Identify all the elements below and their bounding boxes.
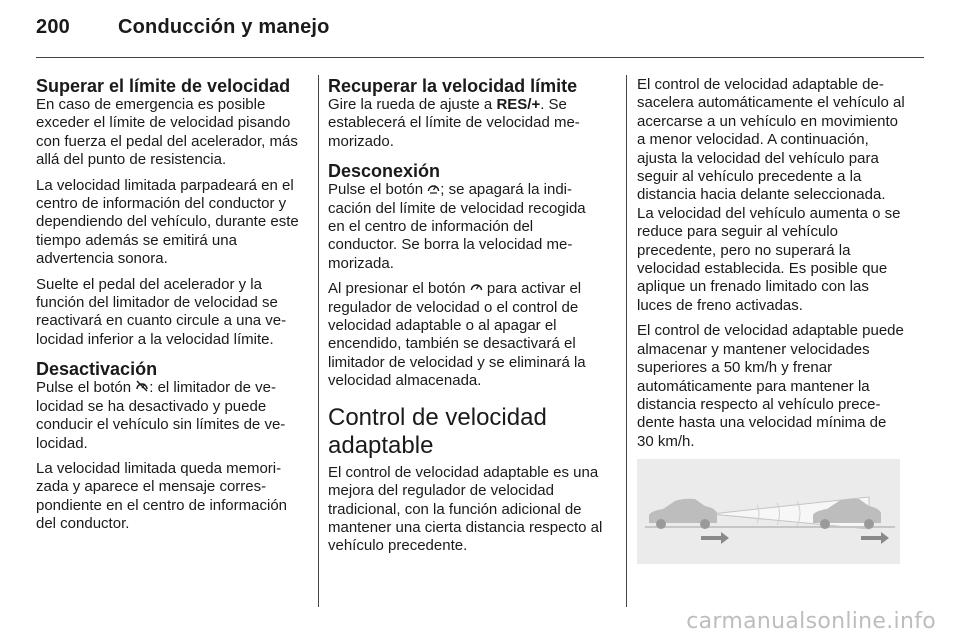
heading-exceed-limit: Superar el límite de velocidad (36, 76, 291, 96)
res-plus-key: RES/+ (496, 96, 541, 113)
paragraph-adaptive-2: El control de velocidad adaptable puede almacenar y mantener velocidades superiores a 50 km/h y frenar automáticamente para mantener la distancia respecto al vehículo precedente hasta una velocidad mínima de 30 km/h. (637, 322, 904, 450)
paragraph-disconnection-1: Pulse el botón ; se apagará la indicación del límite de velocidad recogida en el centro de información del conductor. Se borra la velocidad memorizada. (328, 181, 586, 272)
paragraph-deactivation-2: La velocidad limitada queda memorizada y aparece el mensaje correspondiente en el centro de información del conductor. (36, 459, 288, 533)
heading-disconnection: Desconexión (328, 161, 441, 182)
cruise-control-icon (470, 280, 483, 298)
column-2 (328, 76, 604, 563)
header-rule (36, 57, 924, 58)
column-1 (36, 76, 306, 541)
paragraph-disconnection-2: Al presionar el botón para activar el regulador de velocidad o el control de velocidad adaptable o al apagar el encendido, también se desactivará el limitador de velocidad y se eliminará la velocidad almacenada. (328, 280, 586, 390)
speed-limiter-icon (427, 181, 440, 199)
column-divider-1 (318, 75, 319, 607)
column-divider-2 (626, 75, 627, 607)
paragraph-exceed-2: La velocidad limitada parpadeará en el centro de información del conductor y dependiendo del vehículo, durante este tiempo además se emitirá una advertencia sonora. (36, 176, 299, 268)
watermark: carmanualsonline.info (686, 609, 936, 634)
paragraph-adaptive-intro: El control de velocidad adaptable es una mejora del regulador de velocidad tradicional, con la función adicional de mantener una cierta distancia respecto al vehículo precedente. (328, 463, 603, 555)
paragraph-exceed-3: Suelte el pedal del acelerador y la función del limitador de velocidad se reactivará en cuanto circule a una velocidad inferior a la velocidad límite. (36, 275, 287, 348)
column-3 (637, 76, 905, 564)
heading-adaptive-cruise: Control de velocidad adaptable (328, 403, 547, 459)
page-title: Conducción y manejo (118, 16, 330, 38)
paragraph-recover: Gire la rueda de ajuste a RES/+. Se establecerá el límite de velocidad memorizado. (328, 96, 580, 150)
page-number: 200 (36, 16, 70, 38)
cars-radar-drawing (637, 459, 900, 564)
speed-limiter-off-icon (135, 379, 149, 397)
heading-deactivation: Desactivación (36, 359, 158, 380)
page-header (36, 16, 906, 39)
paragraph-adaptive-1: El control de velocidad adaptable desacelera automáticamente el vehículo al acercarse a un vehículo en movimiento a menor velocidad. A continuación, ajusta la velocidad del vehículo para seguir al vehículo precedente a la distancia hacia delante seleccionada. La velocidad del vehículo aumenta o se reduce para seguir al vehículo precedente, pero no superará la velocidad establecida. Es posible que aplique un frenado limitado con las luces de freno activadas. (637, 76, 905, 314)
adaptive-cruise-illustration (637, 459, 900, 564)
paragraph-exceed-1: En caso de emergencia es posible exceder el límite de velocidad pisando con fuerza el pedal del acelerador, más allá del punto de resistencia. (36, 96, 298, 169)
heading-recover-limit: Recuperar la velocidad límite (328, 76, 578, 96)
paragraph-deactivation-1: Pulse el botón : el limitador de velocidad se ha desactivado y puede conducir el vehículo sin límites de velocidad. (36, 379, 286, 452)
